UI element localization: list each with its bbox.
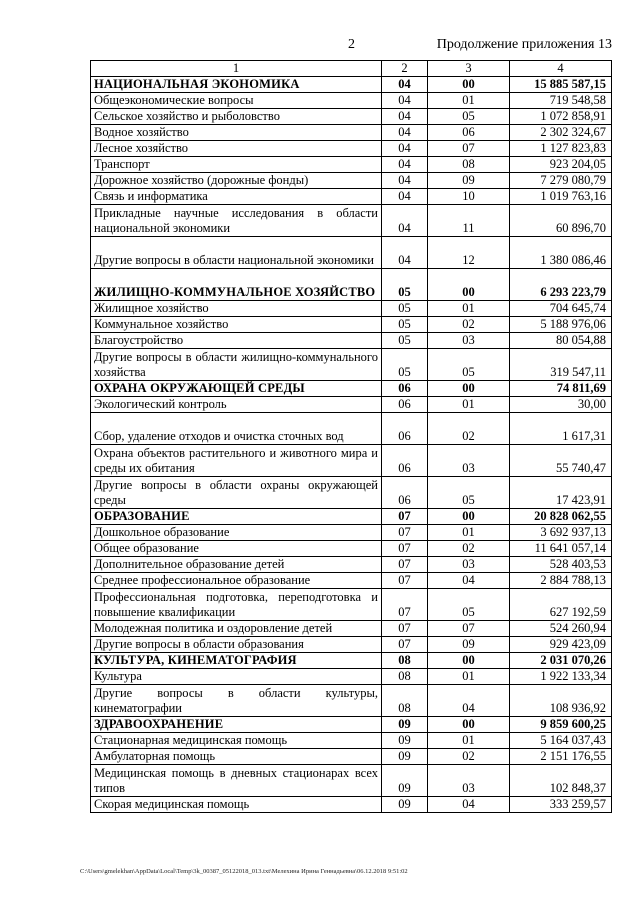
table-row	[91, 637, 612, 653]
row-section-code: 04	[382, 237, 428, 269]
row-section-code: 07	[382, 557, 428, 573]
table-row	[91, 669, 612, 685]
table-row	[91, 317, 612, 333]
row-name: Дополнительное образование детей	[91, 557, 382, 573]
row-name: ОБРАЗОВАНИЕ	[91, 509, 382, 525]
header-col-4: 4	[510, 61, 612, 77]
row-subsection-code: 09	[428, 637, 510, 653]
row-amount: 6 293 223,79	[510, 269, 612, 301]
row-section-code: 04	[382, 125, 428, 141]
row-section-code: 04	[382, 141, 428, 157]
table-row	[91, 141, 612, 157]
table-row	[91, 125, 612, 141]
row-name: Коммунальное хозяйство	[91, 317, 382, 333]
row-amount: 60 896,70	[510, 205, 612, 237]
row-section-code: 07	[382, 541, 428, 557]
row-section-code: 09	[382, 797, 428, 813]
row-amount: 20 828 062,55	[510, 509, 612, 525]
row-amount: 102 848,37	[510, 765, 612, 797]
row-subsection-code: 03	[428, 333, 510, 349]
row-subsection-code: 01	[428, 733, 510, 749]
row-amount: 9 859 600,25	[510, 717, 612, 733]
row-amount: 1 072 858,91	[510, 109, 612, 125]
row-name: Медицинская помощь в дневных стационарах всех типов	[91, 765, 382, 797]
row-subsection-code: 03	[428, 445, 510, 477]
table-row	[91, 189, 612, 205]
section-row	[91, 509, 612, 525]
row-name: Другие вопросы в области жилищно-коммунального хозяйства	[91, 349, 382, 381]
row-section-code: 05	[382, 317, 428, 333]
row-section-code: 07	[382, 589, 428, 621]
row-subsection-code: 02	[428, 749, 510, 765]
row-amount: 2 884 788,13	[510, 573, 612, 589]
row-subsection-code: 00	[428, 653, 510, 669]
table-row	[91, 765, 612, 797]
row-section-code: 04	[382, 189, 428, 205]
table-row	[91, 173, 612, 189]
table-row	[91, 525, 612, 541]
row-amount: 2 031 070,26	[510, 653, 612, 669]
row-section-code: 09	[382, 717, 428, 733]
row-name: Общее образование	[91, 541, 382, 557]
row-name: Благоустройство	[91, 333, 382, 349]
row-section-code: 05	[382, 333, 428, 349]
row-section-code: 04	[382, 93, 428, 109]
table-row	[91, 157, 612, 173]
row-amount: 704 645,74	[510, 301, 612, 317]
table-row	[91, 397, 612, 413]
row-section-code: 07	[382, 621, 428, 637]
row-amount: 719 548,58	[510, 93, 612, 109]
row-subsection-code: 07	[428, 621, 510, 637]
row-name: Дошкольное образование	[91, 525, 382, 541]
table-row	[91, 109, 612, 125]
section-row	[91, 653, 612, 669]
row-amount: 929 423,09	[510, 637, 612, 653]
table-row	[91, 445, 612, 477]
row-amount: 3 692 937,13	[510, 525, 612, 541]
page-number: 2	[348, 37, 355, 52]
row-amount: 74 811,69	[510, 381, 612, 397]
table-row	[91, 749, 612, 765]
table-row	[91, 557, 612, 573]
row-section-code: 09	[382, 765, 428, 797]
row-name: Профессиональная подготовка, переподготовка и повышение квалификации	[91, 589, 382, 621]
row-section-code: 04	[382, 77, 428, 93]
table-row	[91, 733, 612, 749]
row-name: Молодежная политика и оздоровление детей	[91, 621, 382, 637]
table-row	[91, 477, 612, 509]
row-subsection-code: 05	[428, 349, 510, 381]
row-amount: 2 151 176,55	[510, 749, 612, 765]
row-amount: 17 423,91	[510, 477, 612, 509]
row-name: Сельское хозяйство и рыболовство	[91, 109, 382, 125]
row-subsection-code: 01	[428, 525, 510, 541]
row-name: Другие вопросы в области национальной экономики	[91, 237, 382, 269]
row-amount: 1 380 086,46	[510, 237, 612, 269]
row-name: Амбулаторная помощь	[91, 749, 382, 765]
row-subsection-code: 00	[428, 717, 510, 733]
row-amount: 1 922 133,34	[510, 669, 612, 685]
row-subsection-code: 02	[428, 541, 510, 557]
row-subsection-code: 01	[428, 93, 510, 109]
table-row	[91, 333, 612, 349]
row-amount: 11 641 057,14	[510, 541, 612, 557]
row-subsection-code: 11	[428, 205, 510, 237]
row-subsection-code: 04	[428, 685, 510, 717]
row-subsection-code: 01	[428, 397, 510, 413]
row-subsection-code: 02	[428, 413, 510, 445]
row-subsection-code: 10	[428, 189, 510, 205]
row-section-code: 04	[382, 173, 428, 189]
row-name: Скорая медицинская помощь	[91, 797, 382, 813]
row-subsection-code: 03	[428, 765, 510, 797]
row-amount: 524 260,94	[510, 621, 612, 637]
row-section-code: 07	[382, 525, 428, 541]
table-row	[91, 541, 612, 557]
row-subsection-code: 05	[428, 589, 510, 621]
row-amount: 55 740,47	[510, 445, 612, 477]
row-subsection-code: 00	[428, 269, 510, 301]
row-subsection-code: 04	[428, 797, 510, 813]
row-subsection-code: 00	[428, 77, 510, 93]
row-name: КУЛЬТУРА, КИНЕМАТОГРАФИЯ	[91, 653, 382, 669]
row-subsection-code: 03	[428, 557, 510, 573]
table-row	[91, 205, 612, 237]
table-header-row	[91, 61, 612, 77]
row-name: Другие вопросы в области культуры, кинематографии	[91, 685, 382, 717]
table-row	[91, 349, 612, 381]
row-name: Жилищное хозяйство	[91, 301, 382, 317]
table-row	[91, 237, 612, 269]
row-subsection-code: 01	[428, 301, 510, 317]
row-amount: 528 403,53	[510, 557, 612, 573]
row-name: ЖИЛИЩНО-КОММУНАЛЬНОЕ ХОЗЯЙСТВО	[91, 269, 382, 301]
row-section-code: 09	[382, 733, 428, 749]
row-name: Среднее профессиональное образование	[91, 573, 382, 589]
row-subsection-code: 02	[428, 317, 510, 333]
file-path-footer: C:\Users\gmelekhan\AppData\Local\Temp\3k_00387_05122018_013.txt\Мелехина Ирина Геннадьевна\06.12.2018 9:51:02	[80, 868, 408, 875]
row-section-code: 04	[382, 205, 428, 237]
row-name: НАЦИОНАЛЬНАЯ ЭКОНОМИКА	[91, 77, 382, 93]
row-name: Сбор, удаление отходов и очистка сточных вод	[91, 413, 382, 445]
row-name: ЗДРАВООХРАНЕНИЕ	[91, 717, 382, 733]
row-name: Экологический контроль	[91, 397, 382, 413]
row-subsection-code: 09	[428, 173, 510, 189]
section-row	[91, 269, 612, 301]
row-section-code: 06	[382, 397, 428, 413]
row-section-code: 06	[382, 477, 428, 509]
row-name: Стационарная медицинская помощь	[91, 733, 382, 749]
row-name: Прикладные научные исследования в области национальной экономики	[91, 205, 382, 237]
row-section-code: 06	[382, 413, 428, 445]
continuation-label: Продолжение приложения 13	[436, 37, 612, 52]
row-name: ОХРАНА ОКРУЖАЮЩЕЙ СРЕДЫ	[91, 381, 382, 397]
section-row	[91, 77, 612, 93]
row-name: Связь и информатика	[91, 189, 382, 205]
row-amount: 627 192,59	[510, 589, 612, 621]
budget-table	[90, 60, 612, 813]
row-section-code: 06	[382, 381, 428, 397]
table-row	[91, 621, 612, 637]
row-section-code: 07	[382, 573, 428, 589]
row-subsection-code: 00	[428, 509, 510, 525]
row-subsection-code: 04	[428, 573, 510, 589]
row-amount: 333 259,57	[510, 797, 612, 813]
row-amount: 319 547,11	[510, 349, 612, 381]
row-section-code: 08	[382, 685, 428, 717]
table-row	[91, 413, 612, 445]
header-col-3: 3	[428, 61, 510, 77]
row-name: Общеэкономические вопросы	[91, 93, 382, 109]
row-subsection-code: 08	[428, 157, 510, 173]
table-row	[91, 685, 612, 717]
row-amount: 1 127 823,83	[510, 141, 612, 157]
row-section-code: 09	[382, 749, 428, 765]
row-name: Водное хозяйство	[91, 125, 382, 141]
row-section-code: 08	[382, 653, 428, 669]
row-section-code: 04	[382, 157, 428, 173]
row-section-code: 05	[382, 349, 428, 381]
section-row	[91, 381, 612, 397]
row-amount: 5 188 976,06	[510, 317, 612, 333]
row-amount: 5 164 037,43	[510, 733, 612, 749]
section-row	[91, 717, 612, 733]
row-subsection-code: 01	[428, 669, 510, 685]
row-name: Другие вопросы в области охраны окружающей среды	[91, 477, 382, 509]
row-subsection-code: 12	[428, 237, 510, 269]
row-subsection-code: 05	[428, 109, 510, 125]
row-section-code: 05	[382, 301, 428, 317]
row-name: Культура	[91, 669, 382, 685]
row-amount: 2 302 324,67	[510, 125, 612, 141]
row-section-code: 04	[382, 109, 428, 125]
row-subsection-code: 06	[428, 125, 510, 141]
table-row	[91, 573, 612, 589]
row-section-code: 07	[382, 509, 428, 525]
row-amount: 1 019 763,16	[510, 189, 612, 205]
row-amount: 80 054,88	[510, 333, 612, 349]
header-col-2: 2	[382, 61, 428, 77]
row-subsection-code: 00	[428, 381, 510, 397]
row-amount: 7 279 080,79	[510, 173, 612, 189]
row-name: Дорожное хозяйство (дорожные фонды)	[91, 173, 382, 189]
header-col-1: 1	[91, 61, 382, 77]
row-section-code: 08	[382, 669, 428, 685]
row-amount: 108 936,92	[510, 685, 612, 717]
row-name: Другие вопросы в области образования	[91, 637, 382, 653]
table-row	[91, 589, 612, 621]
row-name: Охрана объектов растительного и животного мира и среды их обитания	[91, 445, 382, 477]
row-name: Транспорт	[91, 157, 382, 173]
row-section-code: 05	[382, 269, 428, 301]
table-row	[91, 797, 612, 813]
row-name: Лесное хозяйство	[91, 141, 382, 157]
table-row	[91, 93, 612, 109]
table-row	[91, 301, 612, 317]
row-amount: 1 617,31	[510, 413, 612, 445]
row-section-code: 06	[382, 445, 428, 477]
row-section-code: 07	[382, 637, 428, 653]
row-subsection-code: 05	[428, 477, 510, 509]
row-subsection-code: 07	[428, 141, 510, 157]
row-amount: 923 204,05	[510, 157, 612, 173]
row-amount: 15 885 587,15	[510, 77, 612, 93]
row-amount: 30,00	[510, 397, 612, 413]
